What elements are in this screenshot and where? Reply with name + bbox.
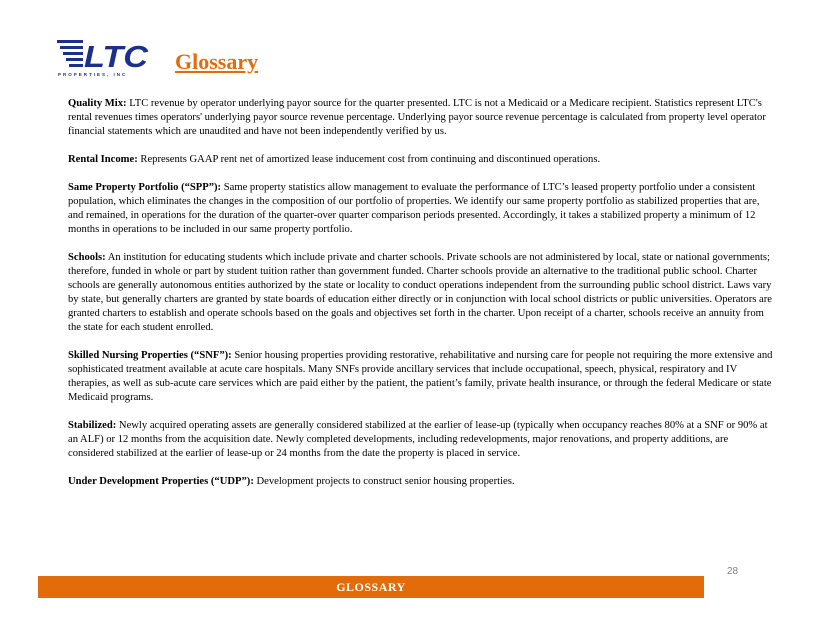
glossary-definition: Same property statistics allow management to evaluate the performance of LTC’s leased property portfolio under a consistent population, which eliminates the changes in the composition of our portfolio of properties. We identify our same property portfolio as stabilized properties that are, and remained, in operations for the duration of the quarter-over quarter comparison periods presented. Accordingly, it takes a stabilized property a minimum of 12 months in operations to be included in our same property portfolio.: [68, 182, 760, 235]
glossary-entry-rental-income: [68, 153, 773, 167]
glossary-definition: Represents GAAP rent net of amortized lease inducement cost from continuing and discontinued operations.: [140, 154, 601, 165]
glossary-entry-stabilized: [68, 419, 773, 461]
glossary-term: Same Property Portfolio (“SPP”):: [68, 182, 222, 193]
logo-tagline: PROPERTIES, INC: [58, 72, 128, 77]
footer-label: GLOSSARY: [336, 579, 406, 594]
glossary-entry-snf: [68, 349, 773, 405]
glossary-definition: LTC revenue by operator underlying payor source for the quarter presented. LTC is not a Medicaid or a Medicare recipient. Statistics represent LTC's rental revenues times operators' underlying payor source revenue percentage. Underlying payor source revenue percentage is calculated from property level operator financial statements which are unaudited and have not been independently verified by us.: [68, 98, 766, 137]
glossary-definition: An institution for educating students which include private and charter schools. Private schools are not administered by local, state or national governments; therefore, funded in whole or part by student tuition rather than government funded. Charter schools provide an alternative to the traditional public school. Charter schools are generally autonomous entities authorized by the state or locality to conduct operations independent from the surrounding public school district. Laws vary by state, but generally charters are granted by state boards of education either directly or in conjunction with local school districts or public universities. Operators are granted charters to establish and operate schools based on the goals and objectives set forth in the charter. Upon receipt of a charter, schools receive an annuity from the state for each student enrolled.: [68, 252, 772, 333]
company-logo: [55, 38, 155, 76]
glossary-term: Under Development Properties (“UDP”):: [68, 476, 254, 487]
glossary-definition: Senior housing properties providing restorative, rehabilitative and nursing care for people not requiring the more extensive and sophisticated treatment available at acute care hospitals. Many SNFs provide ancillary services that include occupational, speech, physical, respiratory and IV therapies, as well as sub-acute care services which are paid either by the patient, the patient’s family, private health insurance, or through the federal Medicare or state Medicaid programs.: [68, 350, 773, 403]
glossary-term: Schools:: [68, 252, 106, 263]
glossary-term: Rental Income:: [68, 154, 138, 165]
page-title: Glossary: [175, 49, 259, 74]
footer-bar: [38, 576, 704, 598]
glossary-definition: Newly acquired operating assets are generally considered stabilized at the earlier of lease-up (typically when occupancy reaches 80% at a SNF or 90% at an ALF) or 12 months from the acquisition date. Newly completed developments, including redevelopments, major renovations, and property additions, are considered stabilized at the earlier of lease-up or 24 months from the date the property is placed in service.: [68, 420, 768, 459]
glossary-term: Quality Mix:: [68, 98, 127, 109]
logo-mark-icon: [55, 38, 155, 76]
glossary-entry-quality-mix: [68, 97, 773, 139]
glossary-term: Stabilized:: [68, 420, 117, 431]
glossary-term: Skilled Nursing Properties (“SNF”):: [68, 350, 232, 361]
glossary-definition: Development projects to construct senior housing properties.: [256, 476, 515, 487]
page-number: 28: [727, 566, 739, 577]
logo-letters: LTC: [84, 39, 149, 74]
glossary-list: [68, 97, 773, 503]
glossary-entry-spp: [68, 181, 773, 237]
glossary-entry-schools: [68, 251, 773, 335]
glossary-entry-udp: [68, 475, 773, 489]
